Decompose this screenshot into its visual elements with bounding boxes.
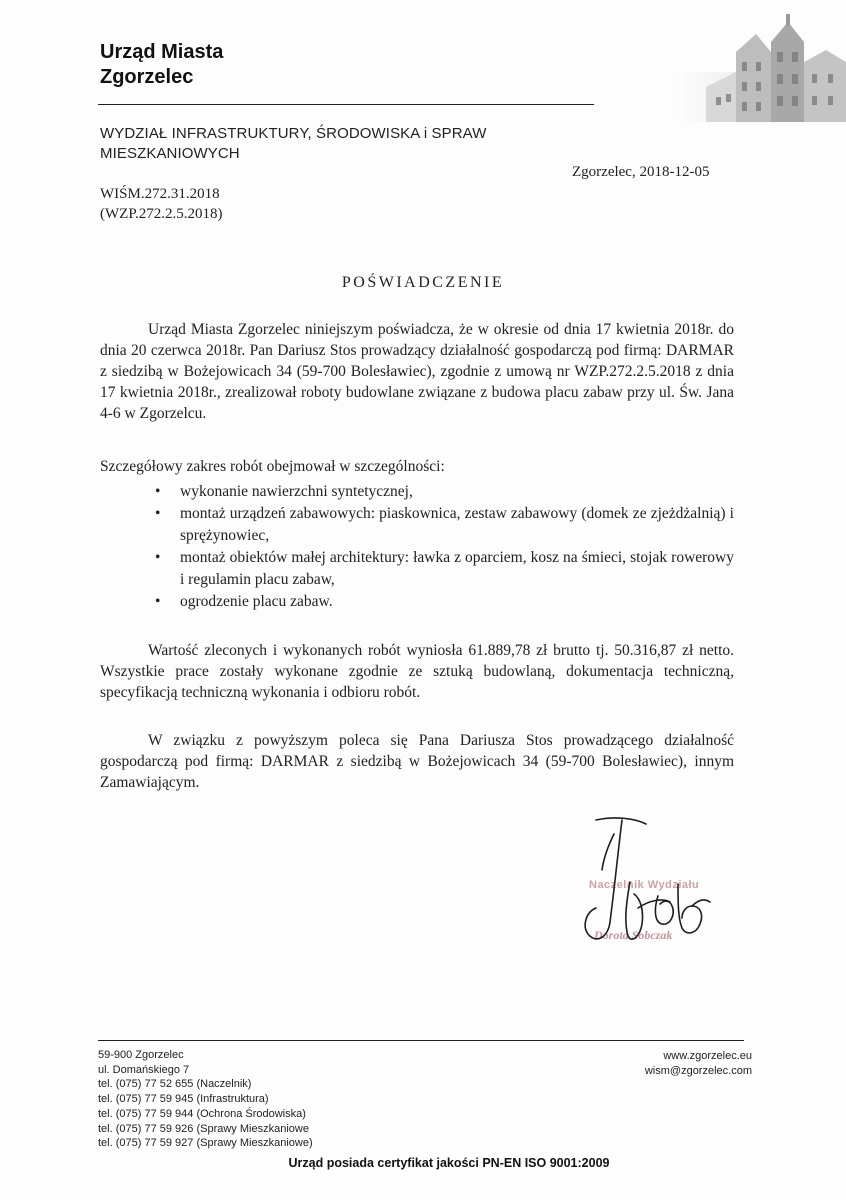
phone-line: tel. (075) 77 59 945 (Infrastruktura): [98, 1093, 269, 1106]
reference-number: WIŚM.272.31.2018: [100, 186, 220, 202]
organization-name-line2: Zgorzelec: [100, 66, 194, 88]
place-date: Zgorzelec, 2018-12-05: [572, 164, 710, 180]
bullet-icon: •: [155, 593, 161, 610]
department-name-line1: WYDZIAŁ INFRASTRUKTURY, ŚRODOWISKA i SPRAW: [100, 125, 487, 142]
organization-name: [100, 40, 223, 90]
reference-number-secondary: (WZP.272.2.5.2018): [100, 206, 223, 222]
reference-numbers: [100, 184, 223, 224]
list-item-text: montaż obiektów małej architektury: ławka z oparciem, kosz na śmieci, stojak rowerowy i regulamin placu zabaw,: [180, 549, 734, 588]
list-item-text: montaż urządzeń zabawowych: piaskownica, zestaw zabawowy (domek ze zjeżdżalnią) i sprężynowiec,: [180, 505, 734, 544]
bullet-icon: •: [155, 505, 161, 522]
list-item: [100, 547, 734, 591]
bullet-icon: •: [155, 549, 161, 566]
signature-graphic: [574, 812, 744, 952]
department-name-line2: MIESZKANIOWYCH: [100, 145, 240, 162]
footer-contact: [560, 1049, 752, 1079]
address-line: ul. Domańskiego 7: [98, 1063, 190, 1076]
stamp-name: Dorota Sobczak: [594, 928, 673, 942]
stamp-title: Naczelnik Wydziału: [589, 879, 700, 891]
paragraph-value: Wartość zleconych i wykonanych robót wyniosła 61.889,78 zł brutto tj. 50.316,87 zł netto. Wszystkie prace zostały wykonane zgodnie ze sztuką budowlaną, dokumentacja techniczną, specyfikacją techniczną wykonania i odbioru robót.: [100, 642, 734, 701]
footer-divider: [98, 1040, 744, 1041]
list-item: [100, 591, 734, 613]
list-item-text: ogrodzenie placu zabaw.: [180, 593, 333, 610]
phone-line: tel. (075) 77 59 944 (Ochrona Środowiska): [98, 1107, 306, 1120]
scope-list: [100, 481, 734, 613]
paragraph-recommendation: W związku z powyższym poleca się Pana Dariusza Stos prowadzącego działalność gospodarczą pod firmą: DARMAR z siedzibą w Bożejowicach 34 (59-700 Bolesławiec), innym Zamawiającym.: [100, 732, 734, 791]
phone-line: tel. (075) 77 59 926 (Sprawy Mieszkaniowe: [98, 1122, 309, 1135]
document-title: POŚWIADCZENIE: [341, 274, 505, 291]
email-link[interactable]: wism@zgorzelec.com: [644, 1065, 752, 1077]
list-item-text: wykonanie nawierzchni syntetycznej,: [180, 483, 413, 500]
footer-address: [98, 1048, 313, 1151]
list-item: [100, 503, 734, 547]
town-hall-illustration: [676, 12, 846, 122]
department-name: [100, 124, 486, 164]
paragraph-certification: Urząd Miasta Zgorzelec niniejszym poświadcza, że w okresie od dnia 17 kwietnia 2018r. do dnia 20 czerwca 2018r. Pan Dariusz Stos prowadzący działalność gospodarczą pod firmą: DARMAR z siedzibą w Bożejowicach 34 (59-700 Bolesławiec), zgodnie z umową nr WZP.272.2.5.2018 z dnia 17 kwietnia 2018r., zrealizował roboty budowlane związane z budowa placu zabaw przy ul. Św. Jana 4-6 w Zgorzelcu.: [100, 321, 734, 422]
address-line: 59-900 Zgorzelec: [98, 1049, 184, 1061]
header-divider: [98, 104, 594, 105]
organization-name-line1: Urząd Miasta: [100, 41, 224, 63]
scope-intro: Szczegółowy zakres robót obejmował w szczególności:: [100, 458, 445, 475]
list-item: [100, 481, 734, 503]
bullet-icon: •: [155, 483, 161, 500]
phone-line: tel. (075) 77 59 927 (Sprawy Mieszkaniowe): [98, 1137, 313, 1150]
website-link[interactable]: www.zgorzelec.eu: [663, 1050, 752, 1062]
quality-certificate: Urząd posiada certyfikat jakości PN-EN ISO 9001:2009: [288, 1156, 610, 1170]
phone-line: tel. (075) 77 52 655 (Naczelnik): [98, 1078, 252, 1091]
